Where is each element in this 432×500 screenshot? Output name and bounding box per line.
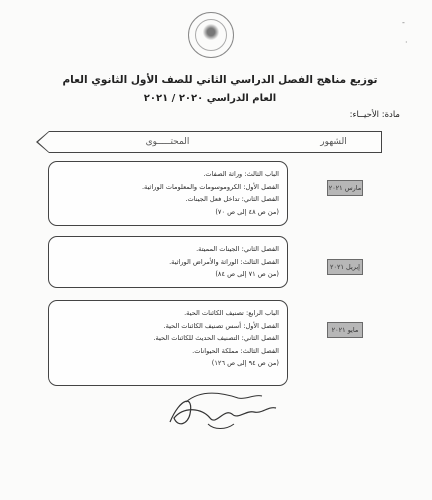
content-line: الباب الرابع: تصنيف الكائنات الحية. (184, 309, 279, 317)
ministry-seal (188, 12, 234, 58)
content-box-march (48, 161, 288, 226)
content-line: الفصل الأول: أسس تصنيف الكائنات الحية. (163, 321, 279, 330)
content-line: الباب الثالث: وراثة الصفات. (203, 170, 279, 178)
content-box-april (48, 236, 288, 288)
handwritten-signature (150, 388, 290, 432)
content-line: الفصل الثالث: الوراثة والأمراض الوراثية. (169, 257, 279, 266)
content-line: الفصل الثاني: التصنيف الحديث للكائنات الحية. (153, 334, 279, 342)
content-line: الفصل الثالث: مملكة الحيوانات. (192, 346, 279, 355)
page-range: (من ص ٤٨ إلى ص ٧٠) (215, 207, 279, 216)
page-range: (من ص ٧١ إلى ص ٨٤) (215, 270, 279, 278)
content-line: الفصل الثاني: تداخل فعل الجينات. (185, 195, 279, 203)
months-column-header: الشهور (286, 131, 382, 153)
corner-mark-icon: - (402, 18, 405, 27)
month-tag-march: مارس ٢٠٢١ (327, 180, 363, 196)
content-line: الفصل الأول: الكروموسومات والمعلومات الوراثية. (141, 182, 279, 191)
page-range: (من ص ٩٤ إلى ص ١٢٦) (211, 359, 279, 367)
subject-label: مادة: الأحيــاء: (349, 110, 400, 120)
content-box-may (48, 300, 288, 386)
content-line: الفصل الثاني: الجينات المميتة. (196, 245, 279, 253)
page-title: توزيع مناهج الفصل الدراسي الثاني للصف الأول الثانوي العام (62, 74, 378, 86)
content-column-header: المحتـــــوى (49, 131, 287, 153)
academic-year: العام الدراسي ٢٠٢٠ / ٢٠٢١ (143, 93, 277, 104)
eagle-emblem-icon (202, 24, 220, 44)
month-tag-april: إبريل ٢٠٢١ (327, 259, 363, 275)
month-tag-may: مايو ٢٠٢١ (327, 322, 363, 338)
corner-dot-icon: · (405, 38, 408, 47)
